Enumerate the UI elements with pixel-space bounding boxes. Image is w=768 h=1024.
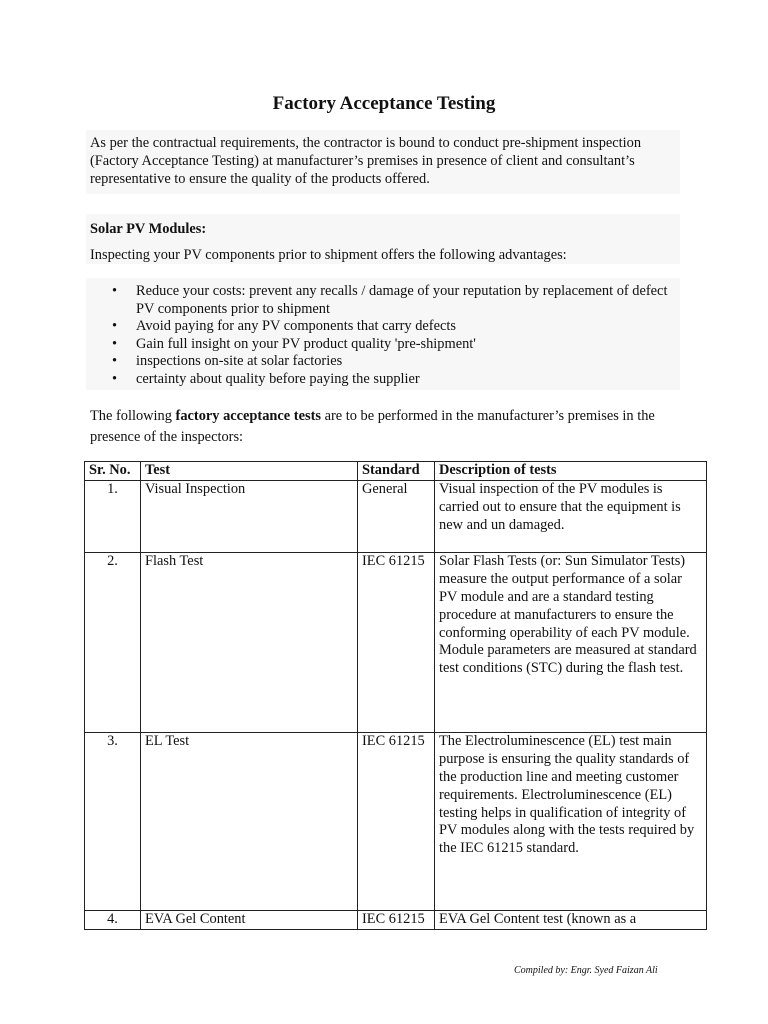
list-item: • inspections on-site at solar factories bbox=[112, 353, 343, 369]
page-footer: Compiled by: Engr. Syed Faizan Ali bbox=[514, 965, 658, 976]
advantages-list bbox=[90, 283, 670, 388]
bullet-icon: • bbox=[112, 318, 118, 334]
cell-sr-no: 3. bbox=[85, 732, 141, 910]
bullet-icon: • bbox=[112, 283, 118, 299]
section-heading: Solar PV Modules: bbox=[90, 221, 207, 237]
table-row bbox=[85, 910, 707, 929]
page-title: Factory Acceptance Testing bbox=[272, 93, 496, 114]
cell-standard: General bbox=[358, 480, 435, 552]
list-item: • Reduce your costs: prevent any recalls / damage of your reputation by replacement of defect PV components prior to shipment bbox=[112, 283, 668, 317]
header-sr-no: Sr. No. bbox=[85, 462, 141, 481]
cell-sr-no: 1. bbox=[85, 480, 141, 552]
cell-description: Solar Flash Tests (or: Sun Simulator Tests) measure the output performance of a solar PV module and are a standard testing procedure at manufacturers to ensure the conforming operability of each PV module. Module parameters are measured at standard test conditions (STC) during the flash test. bbox=[435, 552, 707, 732]
header-description: Description of tests bbox=[435, 462, 707, 481]
table-header-row bbox=[85, 462, 707, 481]
intro-paragraph: As per the contractual requirements, the contractor is bound to conduct pre-shipment inspection (Factory Acceptance Testing) at manufacturer’s premises in presence of client and consultant’s representative to ensure the quality of the products offered. bbox=[90, 135, 642, 187]
cell-standard: IEC 61215 bbox=[358, 552, 435, 732]
cell-description: Visual inspection of the PV modules is carried out to ensure that the equipment is new and un damaged. bbox=[435, 480, 707, 552]
cell-standard: IEC 61215 bbox=[358, 732, 435, 910]
cell-description: EVA Gel Content test (known as a bbox=[435, 910, 707, 929]
cell-sr-no: 2. bbox=[85, 552, 141, 732]
cell-test: Flash Test bbox=[141, 552, 358, 732]
table-row bbox=[85, 552, 707, 732]
tests-table bbox=[84, 461, 707, 930]
list-item: • Avoid paying for any PV components that carry defects bbox=[112, 318, 456, 334]
cell-test: Visual Inspection bbox=[141, 480, 358, 552]
cell-description: The Electroluminescence (EL) test main purpose is ensuring the quality standards of the production line and meeting customer requirements. Electroluminescence (EL) testing helps in qualification of integrity of PV modules along with the tests required by the IEC 61215 standard. bbox=[435, 732, 707, 910]
bullet-icon: • bbox=[112, 353, 118, 369]
list-item: • Gain full insight on your PV product quality 'pre-shipment' bbox=[112, 335, 476, 352]
cell-standard: IEC 61215 bbox=[358, 910, 435, 929]
list-item: • certainty about quality before paying the supplier bbox=[112, 370, 420, 387]
table-row bbox=[85, 480, 707, 552]
tests-intro: The following factory acceptance tests are to be performed in the manufacturer’s premises in the presence of the inspectors: bbox=[90, 408, 655, 445]
header-test: Test bbox=[141, 462, 358, 481]
cell-sr-no: 4. bbox=[85, 910, 141, 929]
advantages-lead: Inspecting your PV components prior to shipment offers the following advantages: bbox=[90, 247, 567, 263]
cell-test: EVA Gel Content bbox=[141, 910, 358, 929]
cell-test: EL Test bbox=[141, 732, 358, 910]
header-standard: Standard bbox=[358, 462, 435, 481]
table-row bbox=[85, 732, 707, 910]
bullet-icon: • bbox=[112, 335, 118, 352]
bullet-icon: • bbox=[112, 370, 118, 387]
